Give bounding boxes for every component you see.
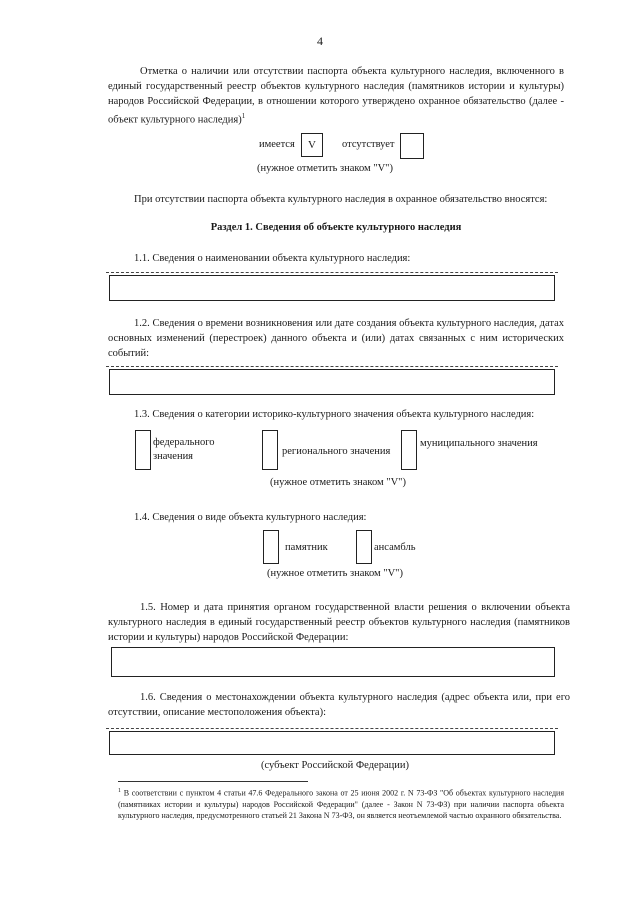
footnote-rule <box>118 781 308 782</box>
s1-6-field[interactable] <box>109 731 555 755</box>
s1-2-label: 1.2. Сведения о времени возникновения или дате создания объекта культурного наследия, датах основных изменений (перестроек) данного объекта и (или) датах связанных с ним исторических событий: <box>108 318 564 359</box>
footnote-text: В соответствии с пунктом 4 статьи 47.6 Федерального закона от 25 июня 2002 г. N 73-ФЗ "Об объектах культурного наследия (памятниках истории и культуры) народов Российской Федерации" (далее - Закон N 73-ФЗ) при наличии паспорта объекта культурного наследия, предусмотренного статьей 21 Закона N 73-ФЗ, он является неотъемлемой частью охранного обязательства. <box>118 788 565 820</box>
category-municipal-checkbox[interactable] <box>401 430 417 470</box>
s1-5-label: 1.5. Номер и дата принятия органом государственной власти решения о включении объекта культурного наследия в единый государственный реестр объектов культурного наследия (памятников истории и культуры) народов Российской Федерации: <box>108 602 570 643</box>
kind-hint: (нужное отметить знаком "V") <box>267 568 403 579</box>
kind-ensemble-label: ансамбль <box>374 542 416 553</box>
kind-monument-label: памятник <box>285 542 328 553</box>
s1-1-label: 1.1. Сведения о наименовании объекта культурного наследия: <box>134 253 411 264</box>
divider <box>106 366 558 367</box>
footnote-mark: 1 <box>118 788 121 794</box>
s1-6-label: 1.6. Сведения о местонахождении объекта культурного наследия (адрес объекта или, при его отсутствии, описание местоположения объекта): <box>108 692 570 718</box>
passport-hint: (нужное отметить знаком "V") <box>257 163 393 174</box>
s1-1-field[interactable] <box>109 275 555 301</box>
s1-5-field[interactable] <box>111 647 555 677</box>
divider <box>106 272 558 273</box>
category-federal-label: федерального значения <box>153 437 215 462</box>
category-federal-checkbox[interactable] <box>135 430 151 470</box>
footnote-ref: 1 <box>241 112 246 120</box>
category-hint: (нужное отметить знаком "V") <box>270 477 406 488</box>
kind-ensemble-checkbox[interactable] <box>356 530 372 564</box>
footnote <box>118 786 564 821</box>
category-municipal-label: муниципального значения <box>420 438 538 449</box>
passport-text: Отметка о наличии или отсутствии паспорта объекта культурного наследия, включенного в единый государственный реестр объектов культурного наследия (памятников истории и культуры) народов Российской Федерации, в отношении которого утверждено охранное обязательство (далее - объект культурного наследия) <box>108 66 564 126</box>
has-passport-label: имеется <box>259 139 295 150</box>
section-title: Раздел 1. Сведения об объекте культурного наследия <box>210 222 462 233</box>
category-regional-checkbox[interactable] <box>262 430 278 470</box>
s1-2-field[interactable] <box>109 369 555 395</box>
s1-4-label: 1.4. Сведения о виде объекта культурного наследия: <box>134 512 367 523</box>
s1-6-caption: (субъект Российской Федерации) <box>261 760 409 771</box>
has-passport-checkbox[interactable] <box>301 133 323 157</box>
page-number: 4 <box>317 34 323 48</box>
s1-3-label: 1.3. Сведения о категории историко-культурного значения объекта культурного наследия: <box>134 409 535 420</box>
absent-passport-checkbox[interactable] <box>400 133 424 159</box>
kind-monument-checkbox[interactable] <box>263 530 279 564</box>
category-regional-label: регионального значения <box>282 446 391 457</box>
has-passport-mark: V <box>308 139 316 151</box>
intro-text: При отсутствии паспорта объекта культурного наследия в охранное обязательство вносятся: <box>134 194 548 205</box>
divider <box>106 728 558 729</box>
passport-paragraph <box>108 64 564 128</box>
absent-passport-label: отсутствует <box>342 139 395 150</box>
